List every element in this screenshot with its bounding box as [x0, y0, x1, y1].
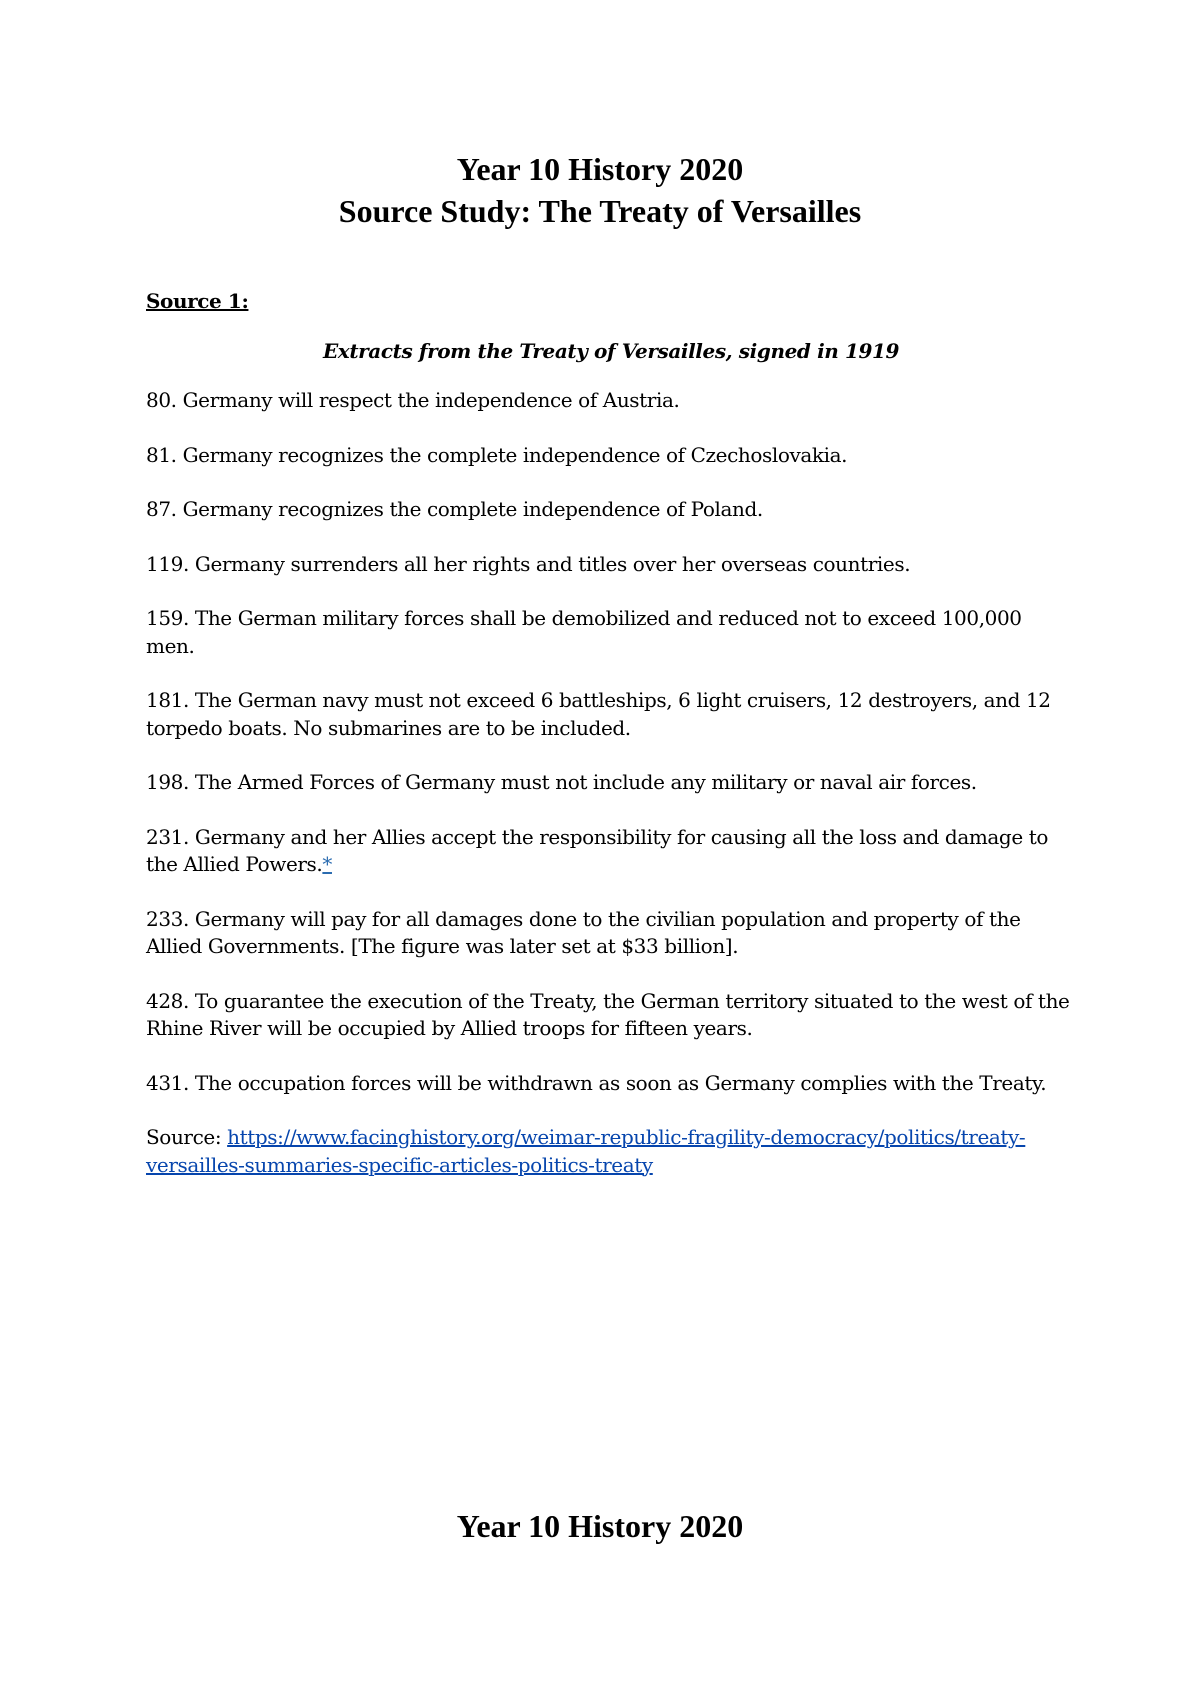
- article-231-text: 231. Germany and her Allies accept the responsibility for causing all the loss and damage to the Allied Powers.: [146, 824, 1049, 876]
- article-231: [146, 824, 1076, 879]
- title-line-1: Year 10 History 2020: [456, 151, 744, 187]
- article-181: 181. The German navy must not exceed 6 battleships, 6 light cruisers, 12 destroyers, and 12 torpedo boats. No submarines are to be included.: [146, 688, 1051, 740]
- article-198: 198. The Armed Forces of Germany must not include any military or naval air forces.: [146, 770, 977, 794]
- article-81: 81. Germany recognizes the complete independence of Czechoslovakia.: [146, 442, 848, 467]
- article-87: 87. Germany recognizes the complete independence of Poland.: [146, 497, 763, 521]
- source-label: Source 1:: [146, 289, 249, 313]
- source-citation: [146, 1124, 1076, 1179]
- article-119: 119. Germany surrenders all her rights and titles over her overseas countries.: [146, 551, 911, 576]
- article-428: 428. To guarantee the execution of the Treaty, the German territory situated to the west of the Rhine River will be occupied by Allied troops for fifteen years.: [146, 988, 1070, 1040]
- next-page-title: Year 10 History 2020: [456, 1508, 744, 1544]
- article-80: 80. Germany will respect the independence of Austria.: [146, 388, 680, 412]
- article-159: 159. The German military forces shall be demobilized and reduced not to exceed 100,000 men.: [146, 606, 1022, 658]
- article-233: 233. Germany will pay for all damages done to the civilian population and property of the Allied Governments. [The figure was later set at $33 billion].: [146, 906, 1021, 958]
- footnote-link[interactable]: *: [322, 852, 332, 876]
- document-title: [0, 148, 1200, 232]
- article-431: 431. The occupation forces will be withdrawn as soon as Germany complies with the Treaty.: [146, 1070, 1047, 1095]
- extract-heading: Extracts from the Treaty of Versailles, signed in 1919: [322, 338, 900, 363]
- source-1-section: [146, 288, 1076, 1179]
- source-prefix: Source:: [146, 1125, 228, 1149]
- source-url-link[interactable]: https://www.facinghistory.org/weimar-republic-fragility-democracy/politics/treaty-versailles-summaries-specific-articles-politics-treaty: [146, 1125, 1026, 1177]
- title-line-2: Source Study: The Treaty of Versailles: [338, 193, 862, 229]
